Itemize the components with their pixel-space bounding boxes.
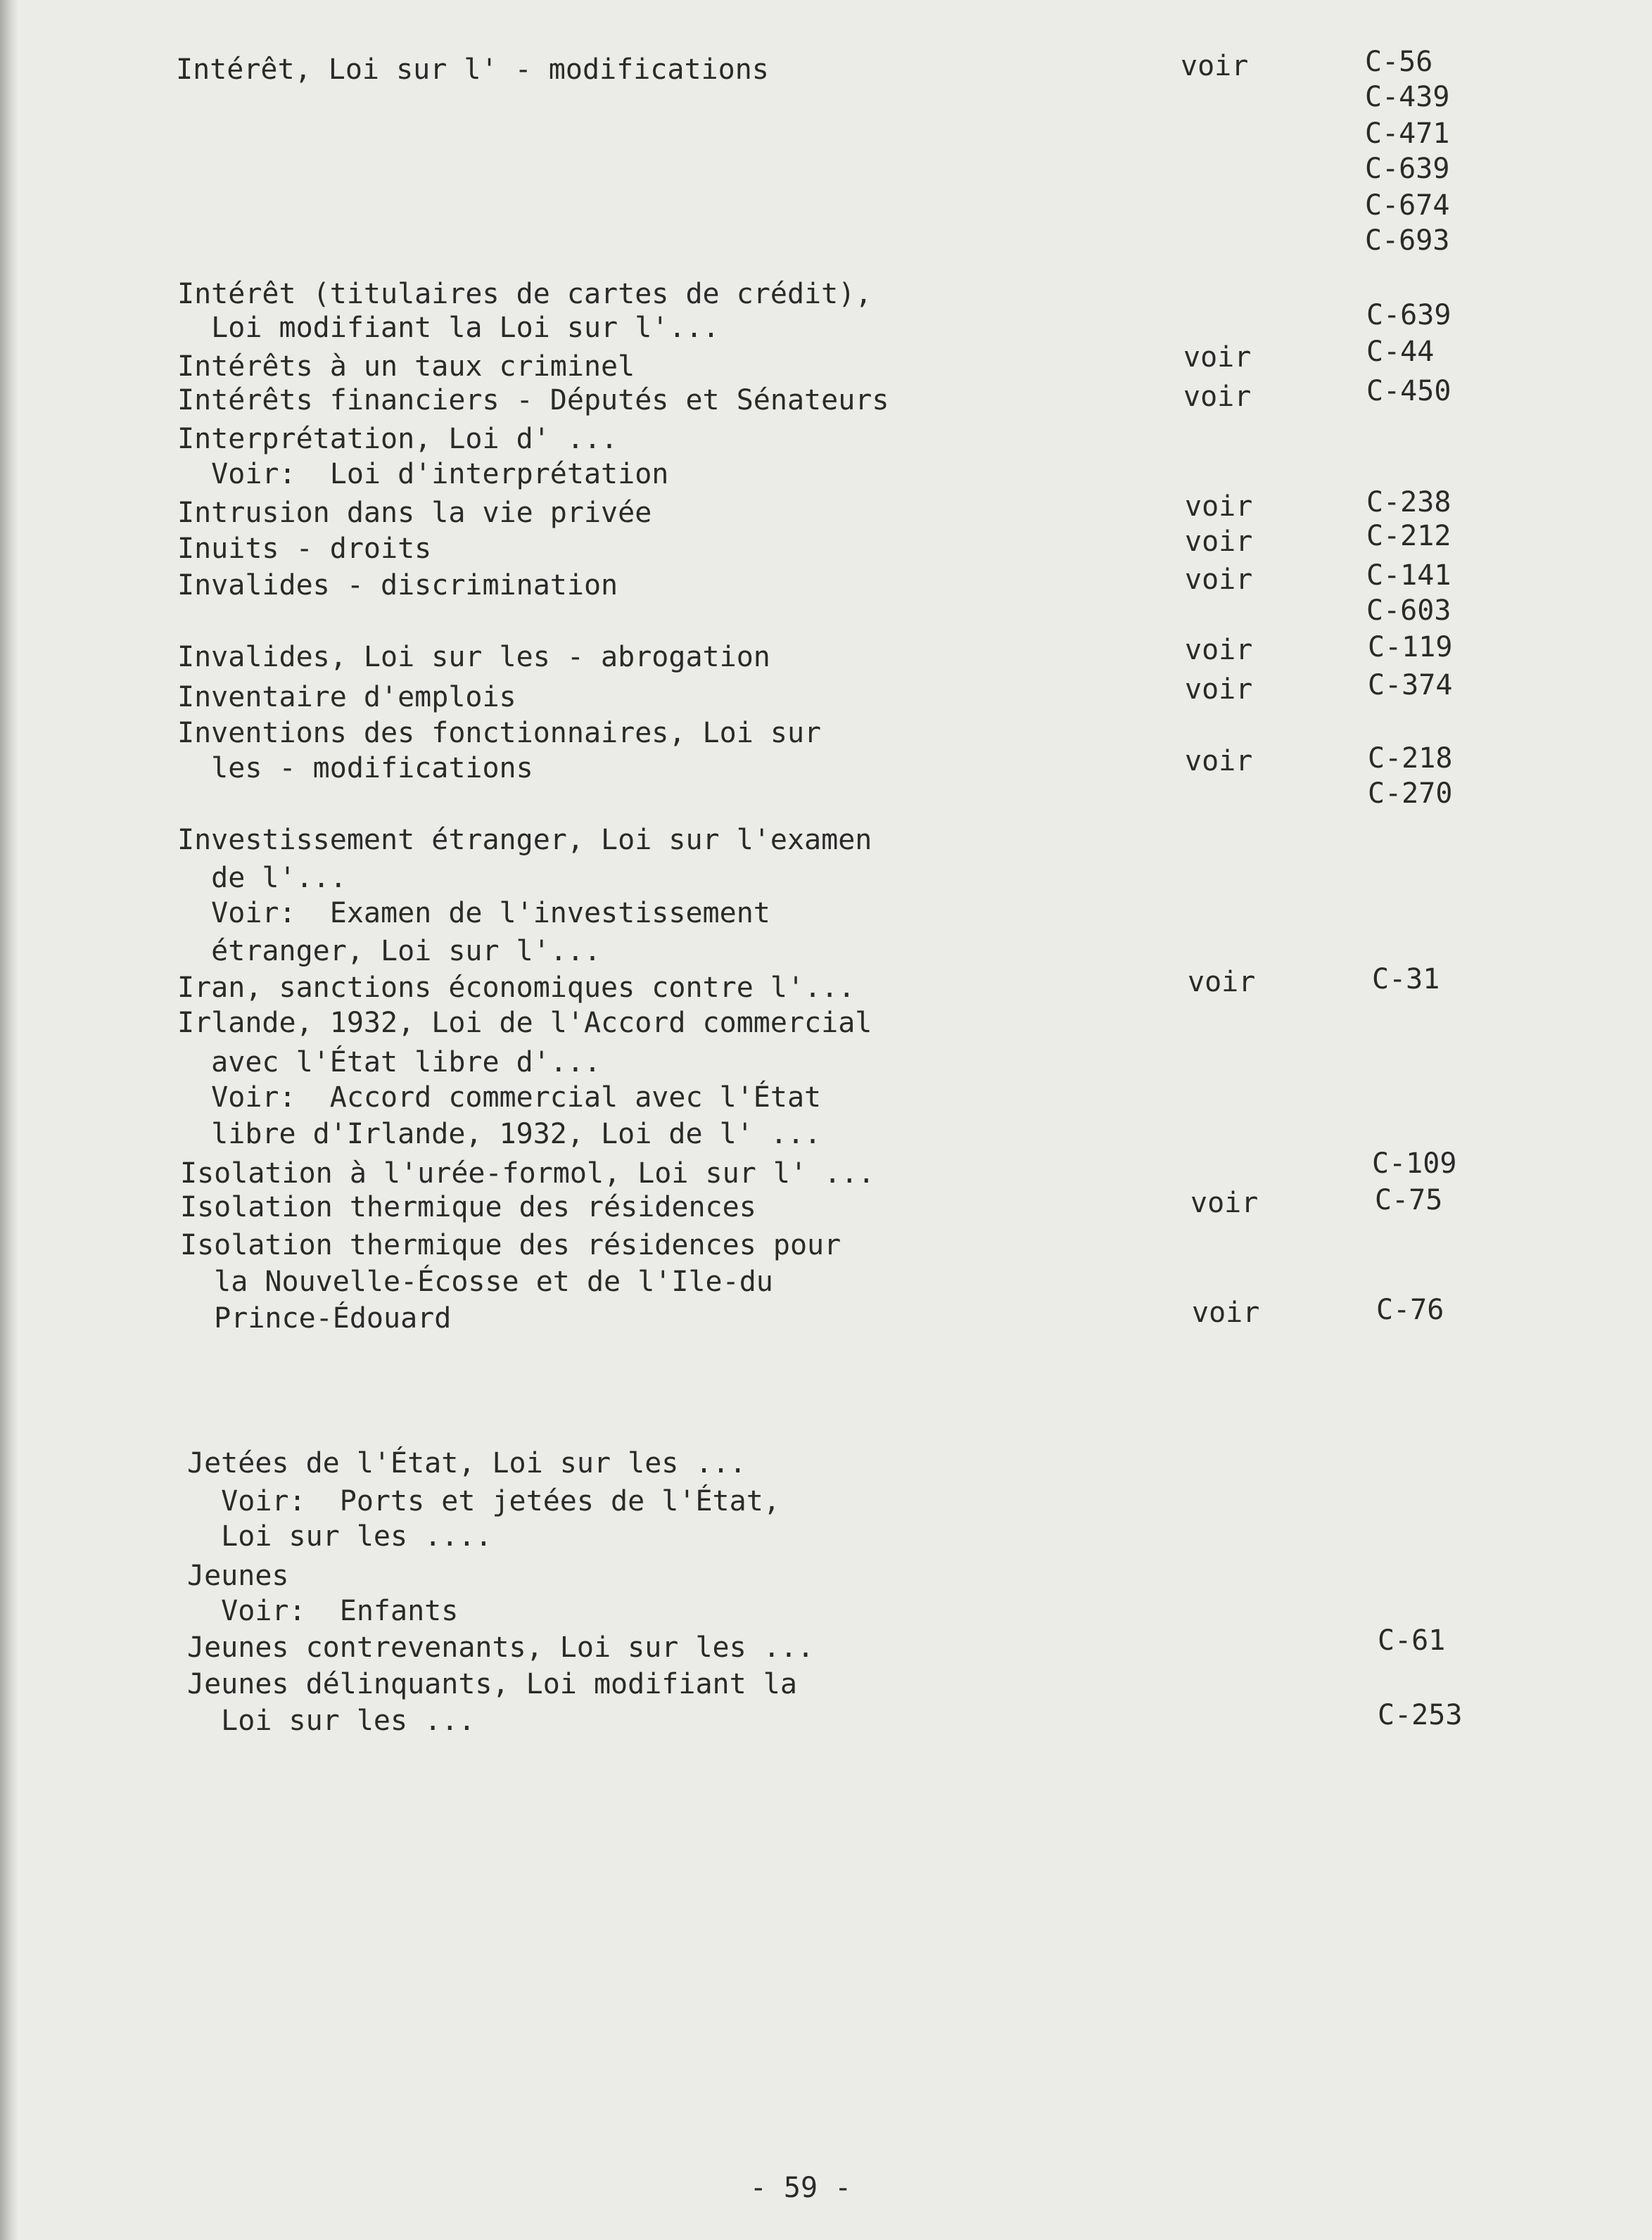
voir-label: voir [1192, 1297, 1260, 1329]
voir-label: voir [1185, 634, 1253, 666]
entry-line: de l'... [177, 862, 347, 894]
bill-code: C-238 [1366, 486, 1451, 518]
bill-code: C-439 [1365, 81, 1450, 113]
entry-line: étranger, Loi sur l'... [177, 935, 602, 967]
bill-code: C-44 [1366, 336, 1435, 368]
entry-line: Loi sur les .... [187, 1520, 493, 1553]
entry-line: Jetées de l'État, Loi sur les ... [187, 1447, 746, 1479]
bill-code: C-218 [1368, 742, 1453, 775]
entry-line: Loi sur les ... [187, 1705, 476, 1737]
entry-line: Investissement étranger, Loi sur l'examen [177, 824, 872, 856]
voir-label: voir [1188, 966, 1256, 998]
bill-code: C-270 [1368, 777, 1453, 810]
voir-label: voir [1185, 673, 1253, 706]
voir-label: voir [1190, 1187, 1259, 1219]
page-number: - 59 - [749, 2172, 852, 2204]
entry-line: Intérêt (titulaires de cartes de crédit), [177, 278, 872, 310]
bill-code: C-61 [1378, 1624, 1446, 1657]
bill-code: C-109 [1372, 1147, 1457, 1180]
bill-code: C-56 [1365, 46, 1433, 78]
entry-line: Invalides - discrimination [177, 569, 618, 602]
entry-line: Isolation thermique des résidences [180, 1191, 756, 1223]
entry-line: Jeunes [187, 1560, 289, 1592]
bill-code: C-141 [1366, 559, 1451, 592]
bill-code: C-693 [1365, 224, 1450, 257]
entry-line: Voir: Accord commercial avec l'État [177, 1081, 822, 1114]
entry-line: Jeunes délinquants, Loi modifiant la [187, 1668, 797, 1700]
entry-line: Intérêts financiers - Députés et Sénateurs [177, 384, 889, 416]
voir-label: voir [1185, 745, 1253, 777]
entry-line: Inuits - droits [177, 533, 432, 565]
entry-line: Invalides, Loi sur les - abrogation [177, 641, 770, 673]
entry-line: les - modifications [177, 752, 533, 784]
bill-code: C-639 [1366, 299, 1451, 331]
entry-line: Interprétation, Loi d' ... [177, 423, 618, 455]
voir-label: voir [1181, 50, 1249, 82]
entry-line: Loi modifiant la Loi sur l'... [177, 312, 720, 344]
entry-line: Isolation thermique des résidences pour [180, 1229, 841, 1261]
entry-line: Irlande, 1932, Loi de l'Accord commercial [177, 1007, 872, 1039]
entry-line: Prince-Édouard [180, 1302, 452, 1335]
bill-code: C-603 [1366, 594, 1451, 627]
bill-code: C-75 [1375, 1184, 1443, 1216]
bill-code: C-31 [1372, 963, 1440, 995]
entry-line: Intérêt, Loi sur l' - modifications [176, 53, 769, 86]
voir-label: voir [1185, 564, 1253, 596]
scan-edge-shadow [0, 0, 18, 2240]
entry-line: Inventaire d'emplois [177, 681, 516, 713]
entry-line: Jeunes contrevenants, Loi sur les ... [187, 1631, 815, 1664]
bill-code: C-674 [1365, 189, 1450, 222]
entry-line: Voir: Enfants [187, 1595, 459, 1627]
entry-line: Voir: Loi d'interprétation [177, 458, 669, 490]
entry-line: Iran, sanctions économiques contre l'... [177, 972, 856, 1004]
entry-line: Isolation à l'urée-formol, Loi sur l' ... [180, 1157, 875, 1190]
voir-label: voir [1183, 381, 1252, 413]
entry-line: Voir: Examen de l'investissement [177, 897, 770, 929]
voir-label: voir [1185, 490, 1253, 523]
bill-code: C-253 [1378, 1699, 1463, 1731]
bill-code: C-450 [1366, 375, 1451, 407]
entry-line: Intrusion dans la vie privée [177, 497, 652, 529]
entry-line: Voir: Ports et jetées de l'État, [187, 1485, 780, 1517]
bill-code: C-119 [1368, 631, 1453, 663]
entry-line: Intérêts à un taux criminel [177, 350, 635, 383]
entry-line: libre d'Irlande, 1932, Loi de l' ... [177, 1118, 822, 1150]
bill-code: C-471 [1365, 117, 1450, 150]
voir-label: voir [1183, 341, 1252, 374]
entry-line: Inventions des fonctionnaires, Loi sur [177, 717, 822, 749]
bill-code: C-212 [1366, 520, 1451, 552]
bill-code: C-76 [1376, 1294, 1444, 1326]
bill-code: C-639 [1365, 153, 1450, 185]
voir-label: voir [1185, 526, 1253, 558]
entry-line: avec l'État libre d'... [177, 1046, 602, 1078]
entry-line: la Nouvelle-Écosse et de l'Ile-du [180, 1266, 773, 1298]
bill-code: C-374 [1368, 669, 1453, 701]
